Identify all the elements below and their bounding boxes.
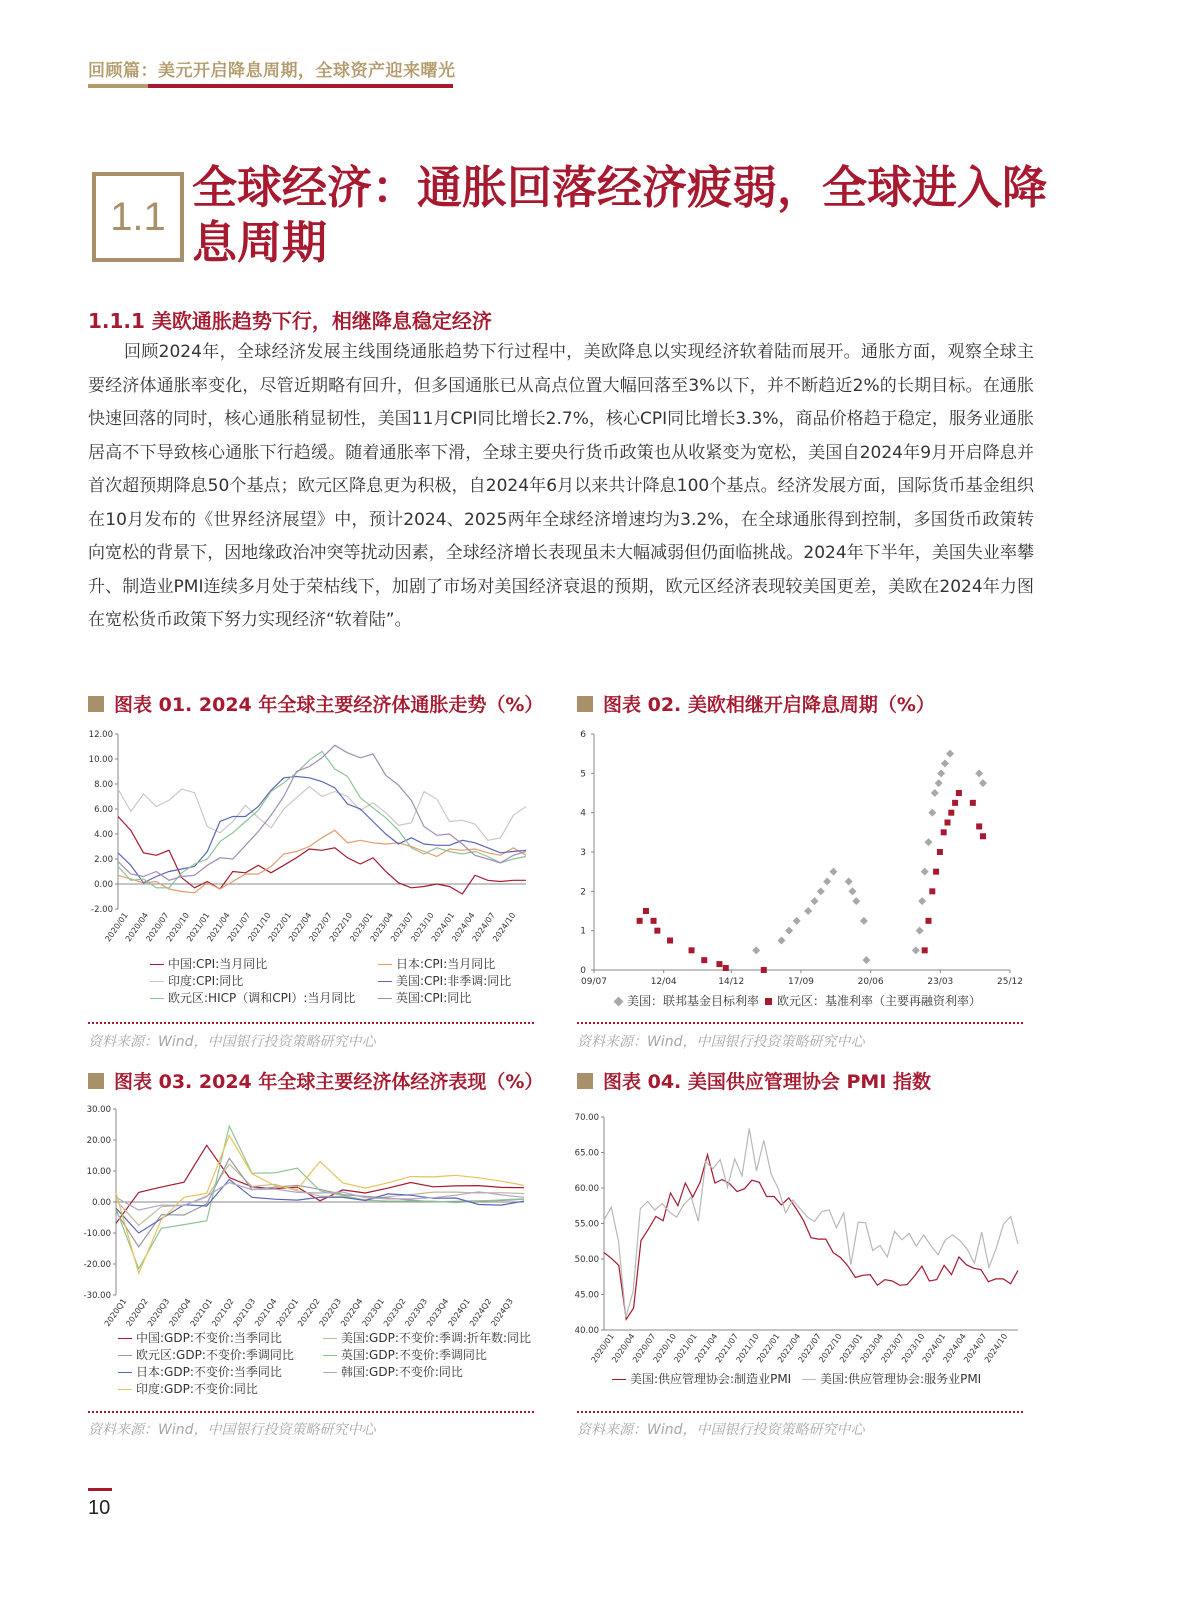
y-tick-label: 40.00 [574,1326,599,1336]
legend-item [150,955,267,972]
y-tick-label: 65.00 [574,1148,599,1159]
legend-label: 美国:CPI:非季调:同比 [396,974,512,988]
fed-rate-point [862,956,870,964]
inflation-chart [80,720,540,955]
y-tick-label: -2.00 [91,905,113,915]
x-tick-label: 2024/10 [491,910,518,944]
y-tick-label: 4 [580,808,586,819]
x-tick-label: 25/12 [997,977,1023,987]
fed-rate-point [848,887,856,895]
legend-label: 欧元区：基准利率（主要再融资利率） [777,994,982,1008]
legend-label: 韩国:GDP:不变价:同比 [341,1365,463,1379]
x-tick-label: 2022Q2 [296,1296,322,1329]
ecb-rate-point [933,869,939,875]
legend-swatch [802,1379,816,1380]
y-tick-label: 5 [580,769,586,780]
x-tick-label: 2020/01 [589,1331,616,1365]
ecb-rate-point [654,928,660,934]
y-tick-label: 10.00 [88,755,113,765]
figure-3-source: 资料来源：Wind，中国银行投资策略研究中心 [88,1422,376,1438]
x-tick-label: 2020Q3 [145,1296,172,1329]
legend-swatch [378,964,392,965]
x-tick-label: 2024Q3 [489,1296,515,1329]
legend-label: 中国:GDP:不变价:当季同比 [136,1331,282,1345]
figure-4-divider [577,1411,1023,1413]
figure-marker-icon [577,1073,593,1089]
y-tick-label: 2 [580,887,586,898]
y-tick-label: 45.00 [574,1290,599,1301]
x-tick-label: 2021Q3 [231,1296,258,1329]
x-tick-label: 2023/01 [837,1331,865,1365]
x-tick-label: 2021/04 [205,910,232,944]
ecb-rate-point [976,823,982,829]
x-tick-label: 2022Q4 [339,1296,365,1329]
figure-2-divider [577,1022,1023,1024]
x-tick-label: 2020Q2 [124,1296,150,1329]
x-tick-label: 2022Q1 [274,1296,301,1329]
ecb-rate-point [980,833,986,839]
x-tick-label: 2021/10 [246,910,273,944]
y-tick-label: 20.00 [86,1136,111,1146]
ecb-rate-point [944,820,950,826]
ecb-rate-point [723,965,729,971]
x-tick-label: 2021/01 [672,1331,699,1365]
ecb-rate-point [922,947,928,953]
fed-rate-point [979,779,987,787]
y-tick-label: 6 [580,730,586,740]
fed-rate-point [793,917,801,925]
y-tick-label: 0.00 [92,1198,111,1208]
legend-item [323,1363,463,1380]
y-tick-label: -10.00 [83,1229,111,1239]
legend-label: 美国:供应管理协会:服务业PMI [820,1372,982,1386]
x-tick-label: 2020/07 [144,910,171,944]
ecb-rate-point [952,800,958,806]
x-tick-label: 2024/01 [920,1331,948,1365]
x-tick-label: 2022/01 [755,1331,782,1365]
x-tick-label: 2022/04 [287,910,314,944]
fed-rate-point [829,868,837,876]
section-number: 1.1 [110,195,166,239]
pmi-chart [570,1105,1030,1370]
figure-1-title-text: 图表 01. 2024 年全球主要经济体通胀走势（%） [114,694,544,716]
ecb-rate-point [651,918,657,924]
figure-marker-icon [577,696,593,712]
series-line [118,817,526,895]
x-tick-label: 2020/01 [103,910,130,944]
figure-4-source: 资料来源：Wind，中国银行投资策略研究中心 [577,1422,865,1438]
ecb-rate-point [948,810,954,816]
figure-3-title-text: 图表 03. 2024 年全球主要经济体经济表现（%） [114,1071,544,1093]
y-tick-label: 4.00 [94,830,113,840]
x-tick-label: 2024/04 [450,910,477,944]
series-line [118,787,526,841]
legend-item [323,1346,487,1363]
x-tick-label: 2024/04 [941,1331,968,1365]
x-tick-label: 2022Q3 [317,1296,344,1329]
legend-item [150,972,243,989]
x-tick-label: 2022/04 [775,1331,803,1365]
x-tick-label: 2024/01 [429,910,457,944]
x-tick-label: 2023/04 [368,910,396,944]
figure-marker-icon [88,1073,104,1089]
x-tick-label: 2020Q1 [102,1296,129,1329]
legend-item [378,972,511,989]
legend-swatch [323,1338,337,1339]
legend-label: 美国:供应管理协会:制造业PMI [630,1372,792,1386]
legend-label: 印度:GDP:不变价:同比 [136,1382,258,1396]
legend-swatch [150,964,164,965]
legend-item [378,989,471,1006]
header-title: 回顾篇：美元开启降息周期，全球资产迎来曙光 [88,61,456,81]
fed-rate-point [937,769,945,777]
figure-2-source: 资料来源：Wind，中国银行投资策略研究中心 [577,1034,865,1050]
legend-swatch [378,981,392,982]
x-tick-label: 2023/10 [900,1331,927,1365]
x-tick-label: 2023/07 [389,910,416,944]
x-tick-label: 2024Q2 [467,1296,494,1329]
x-tick-label: 14/12 [718,977,745,987]
chart-svg [80,720,540,955]
x-tick-label: 2023Q1 [360,1296,387,1329]
x-tick-label: 2023/01 [348,910,375,944]
x-tick-label: 2022/10 [817,1331,844,1365]
legend-item [118,1329,282,1346]
x-tick-label: 2021/07 [713,1331,741,1365]
x-tick-label: 2024Q1 [446,1296,472,1329]
legend-item [150,989,355,1006]
y-tick-label: 50.00 [574,1255,599,1265]
gdp-chart [80,1097,540,1329]
x-tick-label: 2022/07 [796,1331,823,1365]
x-tick-label: 2020/07 [630,1331,658,1365]
x-tick-label: 09/07 [581,977,607,987]
ecb-rate-point [689,947,695,953]
fed-rate-point [817,887,825,895]
ecb-rate-point [937,849,943,855]
legend-swatch [118,1355,132,1356]
y-tick-label: 70.00 [574,1113,599,1123]
x-tick-label: 2024/10 [982,1331,1010,1365]
ecb-rate-point [716,961,722,967]
subsection-title: 1.1.1 美欧通胀趋势下行，相继降息稳定经济 [88,309,492,333]
fed-rate-point [946,750,954,758]
y-tick-label: 60.00 [574,1184,599,1194]
x-tick-label: 2020/04 [610,1331,637,1365]
ecb-rate-point [637,918,643,924]
ecb-rate-point [956,790,962,796]
legend-label: 美国:GDP:不变价:季调:折年数:同比 [341,1331,531,1345]
figure-3-divider [88,1411,534,1413]
fed-rate-point [975,769,983,777]
legend-item [765,992,981,1009]
figure-marker-icon [88,696,104,712]
body-paragraph: 回顾2024年，全球经济发展主线围绕通胀趋势下行过程中，美欧降息以实现经济软着陆而展开。通胀方面，观察全球主要经济体通胀率变化，尽管近期略有回升，但多国通胀已从高点位置大幅回落至3%以下，并不断趋近2%的长期目标。在通胀快速回落的同时，核心通胀稍显韧性，美国11月CPI同比增长2.7%，核心CPI同比增长3.3%，商品价格趋于稳定，服务业通胀居高不下导致核心通胀下行趋缓。随着通胀率下滑，全球主要央行货币政策也从收紧变为宽松，美国自2024年9月开启降息并首次超预期降息50个基点；欧元区降息更为积极，自2024年6月以来共计降息100个基点。经济发展方面，国际货币基金组织在10月发布的《世界经济展望》中，预计2024、2025两年全球经济增速均为3.2%，在全球通胀得到控制，多国货币政策转向宽松的背景下，因地缘政治冲突等扰动因素，全球经济增长表现虽未大幅减弱但仍面临挑战。2024年下半年，美国失业率攀升、制造业PMI连续多月处于荣枯线下，加剧了市场对美国经济衰退的预期，欧元区经济表现较美国更差，美欧在2024年力图在宽松货币政策下努力实现经济“软着陆”。 [88,342,1034,630]
legend-swatch [118,1338,132,1339]
fed-rate-point [752,946,760,954]
figure-3-title [88,1067,543,1094]
fed-rate-point [823,878,831,886]
x-tick-label: 2020Q4 [167,1296,193,1329]
fed-rate-point [924,838,932,846]
y-tick-label: 12.00 [88,730,113,740]
x-tick-label: 2020/10 [651,1331,679,1365]
x-tick-label: 2021/10 [734,1331,761,1365]
fed-rate-point [785,927,793,935]
legend-swatch [118,1372,132,1373]
x-tick-label: 2022/01 [266,910,294,944]
fed-rate-point [778,937,786,945]
legend-swatch [323,1372,337,1373]
header-rule-gold [88,84,148,88]
x-tick-label: 2021Q1 [188,1296,215,1329]
y-tick-label: 3 [580,848,586,858]
fed-rate-point [935,779,943,787]
rate-cycle-chart [570,720,1030,990]
figure-2-title-text: 图表 02. 美欧相继开启降息周期（%） [603,694,935,716]
figure-1-title [88,690,543,717]
fed-rate-point [931,789,939,797]
chart-svg [570,720,1030,990]
y-tick-label: 1 [580,926,586,937]
legend-item [612,1370,791,1387]
y-tick-label: 2.00 [94,855,113,865]
chart-svg [570,1105,1030,1370]
series-line [118,752,526,888]
ecb-rate-point [929,888,935,894]
y-tick-label: 6.00 [94,805,113,815]
x-tick-label: 2021Q2 [210,1296,236,1329]
fed-rate-point [916,927,924,935]
ecb-rate-point [941,829,947,835]
series-line [116,1145,524,1223]
y-tick-label: 10.00 [86,1167,111,1177]
page-number-mark [88,1488,112,1491]
y-tick-label: 0.00 [94,880,113,890]
x-tick-label: 2021/07 [225,910,253,944]
legend-label: 英国:GDP:不变价:季调同比 [341,1348,487,1362]
legend-label: 日本:CPI:当月同比 [396,957,496,971]
x-tick-label: 17/09 [787,977,814,987]
figure-1-source: 资料来源：Wind，中国银行投资策略研究中心 [88,1034,376,1050]
legend-item [615,992,759,1009]
legend-swatch [118,1389,132,1390]
figure-1-divider [88,1022,534,1024]
fed-rate-point [852,897,860,905]
legend-swatch [765,998,772,1005]
legend-item [118,1346,294,1363]
x-tick-label: 2024/07 [470,910,498,944]
ecb-rate-point [643,908,649,914]
legend-swatch [612,1379,626,1380]
series-line [118,830,526,893]
x-tick-label: 20/06 [857,977,884,987]
fed-rate-point [918,897,926,905]
x-tick-label: 23/03 [927,977,954,987]
ecb-rate-point [701,957,707,963]
figure-4-title-text: 图表 04. 美国供应管理协会 PMI 指数 [603,1071,932,1093]
figure-4-title [577,1067,931,1094]
fed-rate-point [921,868,929,876]
x-tick-label: 2024/07 [962,1331,989,1365]
fed-rate-point [860,917,868,925]
chart-svg [80,1097,540,1329]
fed-rate-point [810,897,818,905]
legend-label: 英国:CPI:同比 [396,991,472,1005]
x-tick-label: 2020/10 [164,910,192,944]
legend-swatch [150,998,164,999]
legend-swatch [378,998,392,999]
x-tick-label: 2022/07 [307,910,334,944]
legend-label: 美国：联邦基金目标利率 [627,994,760,1008]
y-tick-label: -30.00 [83,1291,111,1301]
x-tick-label: 12/04 [650,977,677,987]
x-tick-label: 2023/10 [409,910,436,944]
x-tick-label: 2023/04 [858,1331,886,1365]
section-title: 全球经济：通胀回落经济疲弱，全球进入降息周期 [192,161,1048,269]
x-tick-label: 2023/07 [879,1331,906,1365]
legend-item [118,1363,282,1380]
fed-rate-point [912,946,920,954]
y-tick-label: -20.00 [83,1260,111,1270]
legend-item [118,1380,258,1397]
legend-swatch [150,981,164,982]
legend-label: 欧元区:HICP（调和CPI）:当月同比 [168,991,356,1005]
x-tick-label: 2021/04 [693,1331,720,1365]
x-tick-label: 2023Q4 [424,1296,451,1329]
x-tick-label: 2021Q4 [253,1296,279,1329]
series-line [118,777,526,883]
legend-item [802,1370,981,1387]
legend-item [378,955,495,972]
series-line [116,1135,524,1273]
header-rule-red [148,84,453,88]
legend-swatch [614,997,624,1007]
x-tick-label: 2020/04 [123,910,151,944]
legend-label: 印度:CPI:同比 [168,974,244,988]
x-tick-label: 2023Q2 [381,1296,408,1329]
legend-swatch [323,1355,337,1356]
ecb-rate-point [925,918,931,924]
figure-2-title [577,690,935,717]
section-number-box [92,172,184,262]
series-line [604,1128,1018,1317]
ecb-rate-point [667,938,673,944]
legend-item [323,1329,531,1346]
fed-rate-point [845,878,853,886]
y-tick-label: 8.00 [94,780,113,790]
y-tick-label: 30.00 [86,1105,111,1115]
fed-rate-point [941,760,949,768]
legend-label: 日本:GDP:不变价:当季同比 [136,1365,282,1379]
x-tick-label: 2023Q3 [403,1296,430,1329]
page-number: 10 [88,1497,111,1519]
ecb-rate-point [970,800,976,806]
y-tick-label: 55.00 [574,1219,599,1230]
y-tick-label: 0 [580,966,586,976]
series-line [118,745,526,880]
x-tick-label: 2022/10 [327,910,355,944]
x-tick-label: 2021/01 [185,910,212,944]
fed-rate-point [928,809,936,817]
ecb-rate-point [761,967,767,973]
fed-rate-point [804,907,812,915]
legend-label: 欧元区:GDP:不变价:季调同比 [136,1348,294,1362]
legend-label: 中国:CPI:当月同比 [168,957,268,971]
